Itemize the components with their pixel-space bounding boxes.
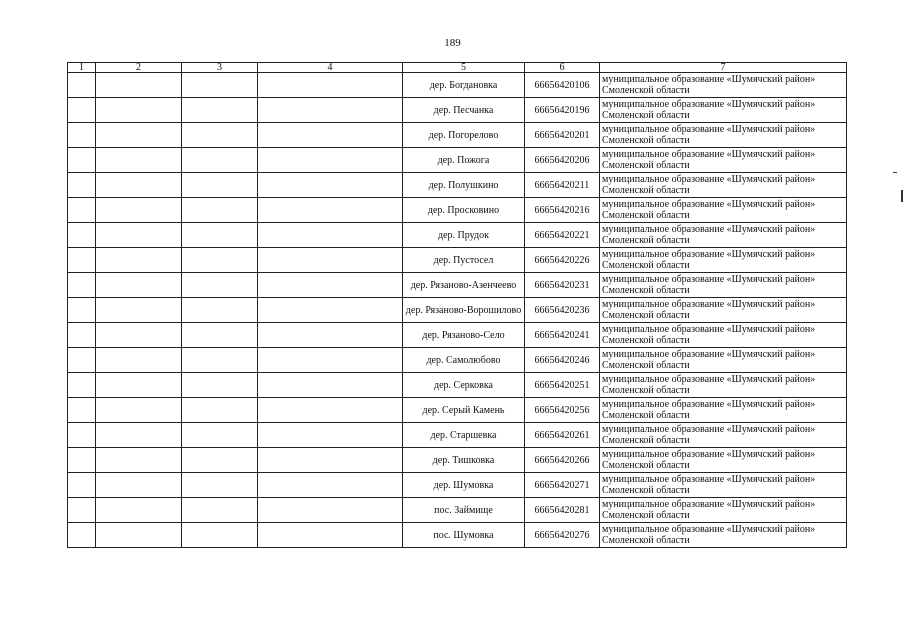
column-header: 7 bbox=[600, 63, 847, 73]
cell-col-2 bbox=[96, 98, 182, 123]
cell-col-2 bbox=[96, 373, 182, 398]
municipality-cell bbox=[600, 173, 847, 198]
oktmo-code: 66656420221 bbox=[525, 223, 600, 248]
oktmo-code: 66656420216 bbox=[525, 198, 600, 223]
table-row bbox=[68, 448, 847, 473]
scan-artifact bbox=[893, 172, 897, 173]
cell-col-3 bbox=[182, 248, 258, 273]
cell-col-4 bbox=[258, 448, 403, 473]
municipality-cell bbox=[600, 448, 847, 473]
cell-col-2 bbox=[96, 73, 182, 98]
cell-col-1 bbox=[68, 473, 96, 498]
cell-col-1 bbox=[68, 148, 96, 173]
cell-col-3 bbox=[182, 223, 258, 248]
cell-col-1 bbox=[68, 523, 96, 548]
cell-col-2 bbox=[96, 148, 182, 173]
table-row bbox=[68, 173, 847, 198]
municipality-line-2: Смоленской области bbox=[602, 185, 690, 196]
cell-col-2 bbox=[96, 323, 182, 348]
table-row bbox=[68, 398, 847, 423]
table-row bbox=[68, 373, 847, 398]
settlement-name: дер. Старшевка bbox=[403, 423, 525, 448]
municipality-line-2: Смоленской области bbox=[602, 110, 690, 121]
column-number-row bbox=[68, 63, 847, 73]
cell-col-4 bbox=[258, 148, 403, 173]
cell-col-2 bbox=[96, 248, 182, 273]
municipality-line-1: муниципальное образование «Шумячский район» bbox=[602, 474, 816, 485]
settlement-name: дер. Полушкино bbox=[403, 173, 525, 198]
settlement-name: дер. Рязаново-Село bbox=[403, 323, 525, 348]
settlement-name: дер. Самолюбово bbox=[403, 348, 525, 373]
cell-col-2 bbox=[96, 398, 182, 423]
cell-col-3 bbox=[182, 148, 258, 173]
cell-col-4 bbox=[258, 223, 403, 248]
table-row bbox=[68, 498, 847, 523]
municipality-line-1: муниципальное образование «Шумячский район» bbox=[602, 174, 816, 185]
cell-col-2 bbox=[96, 298, 182, 323]
municipality-line-1: муниципальное образование «Шумячский район» bbox=[602, 424, 816, 435]
table-row bbox=[68, 248, 847, 273]
municipality-cell bbox=[600, 148, 847, 173]
municipality-line-1: муниципальное образование «Шумячский район» bbox=[602, 149, 816, 160]
cell-col-2 bbox=[96, 273, 182, 298]
cell-col-1 bbox=[68, 423, 96, 448]
cell-col-4 bbox=[258, 198, 403, 223]
settlement-name: дер. Погорелово bbox=[403, 123, 525, 148]
municipality-cell bbox=[600, 248, 847, 273]
municipality-cell bbox=[600, 473, 847, 498]
settlement-name: дер. Песчанка bbox=[403, 98, 525, 123]
municipality-cell bbox=[600, 223, 847, 248]
cell-col-4 bbox=[258, 423, 403, 448]
table-row bbox=[68, 98, 847, 123]
cell-col-2 bbox=[96, 498, 182, 523]
settlement-name: дер. Просковино bbox=[403, 198, 525, 223]
cell-col-1 bbox=[68, 73, 96, 98]
municipality-cell bbox=[600, 523, 847, 548]
cell-col-2 bbox=[96, 523, 182, 548]
cell-col-3 bbox=[182, 523, 258, 548]
cell-col-1 bbox=[68, 123, 96, 148]
municipality-line-1: муниципальное образование «Шумячский район» bbox=[602, 74, 816, 85]
cell-col-1 bbox=[68, 373, 96, 398]
cell-col-4 bbox=[258, 348, 403, 373]
column-header: 4 bbox=[258, 63, 403, 73]
cell-col-3 bbox=[182, 398, 258, 423]
municipality-line-2: Смоленской области bbox=[602, 310, 690, 321]
table-row bbox=[68, 223, 847, 248]
municipality-cell bbox=[600, 423, 847, 448]
municipality-line-2: Смоленской области bbox=[602, 410, 690, 421]
table-row bbox=[68, 473, 847, 498]
page-number: 189 bbox=[444, 37, 461, 49]
municipality-cell bbox=[600, 98, 847, 123]
cell-col-2 bbox=[96, 123, 182, 148]
table-body bbox=[68, 73, 847, 548]
column-header: 5 bbox=[403, 63, 525, 73]
cell-col-4 bbox=[258, 523, 403, 548]
table-row bbox=[68, 148, 847, 173]
municipality-cell bbox=[600, 123, 847, 148]
cell-col-4 bbox=[258, 98, 403, 123]
oktmo-code: 66656420261 bbox=[525, 423, 600, 448]
oktmo-code: 66656420201 bbox=[525, 123, 600, 148]
municipality-line-2: Смоленской области bbox=[602, 85, 690, 96]
settlement-name: дер. Богдановка bbox=[403, 73, 525, 98]
municipality-cell bbox=[600, 73, 847, 98]
cell-col-1 bbox=[68, 173, 96, 198]
municipality-line-1: муниципальное образование «Шумячский район» bbox=[602, 374, 816, 385]
table-row bbox=[68, 323, 847, 348]
column-header: 3 bbox=[182, 63, 258, 73]
oktmo-code: 66656420226 bbox=[525, 248, 600, 273]
cell-col-4 bbox=[258, 73, 403, 98]
cell-col-2 bbox=[96, 173, 182, 198]
cell-col-3 bbox=[182, 348, 258, 373]
settlement-name: дер. Серый Камень bbox=[403, 398, 525, 423]
cell-col-3 bbox=[182, 373, 258, 398]
municipality-cell bbox=[600, 323, 847, 348]
municipality-cell bbox=[600, 348, 847, 373]
cell-col-4 bbox=[258, 298, 403, 323]
cell-col-4 bbox=[258, 273, 403, 298]
oktmo-code: 66656420211 bbox=[525, 173, 600, 198]
cell-col-3 bbox=[182, 173, 258, 198]
municipality-line-1: муниципальное образование «Шумячский район» bbox=[602, 524, 816, 535]
municipality-line-1: муниципальное образование «Шумячский район» bbox=[602, 349, 816, 360]
municipality-cell bbox=[600, 398, 847, 423]
municipality-line-2: Смоленской области bbox=[602, 510, 690, 521]
oktmo-code: 66656420206 bbox=[525, 148, 600, 173]
municipality-line-2: Смоленской области bbox=[602, 210, 690, 221]
municipality-line-1: муниципальное образование «Шумячский район» bbox=[602, 449, 816, 460]
oktmo-code: 66656420266 bbox=[525, 448, 600, 473]
oktmo-code: 66656420106 bbox=[525, 73, 600, 98]
municipality-cell bbox=[600, 273, 847, 298]
cell-col-1 bbox=[68, 273, 96, 298]
cell-col-2 bbox=[96, 448, 182, 473]
scan-artifact bbox=[901, 190, 903, 202]
column-header: 1 bbox=[68, 63, 96, 73]
oktmo-code: 66656420231 bbox=[525, 273, 600, 298]
settlements-table bbox=[67, 62, 847, 548]
municipality-line-2: Смоленской области bbox=[602, 435, 690, 446]
municipality-line-1: муниципальное образование «Шумячский район» bbox=[602, 499, 816, 510]
table-row bbox=[68, 273, 847, 298]
cell-col-4 bbox=[258, 248, 403, 273]
cell-col-2 bbox=[96, 473, 182, 498]
municipality-cell bbox=[600, 498, 847, 523]
settlement-name: дер. Прудок bbox=[403, 223, 525, 248]
cell-col-2 bbox=[96, 423, 182, 448]
settlement-name: дер. Серковка bbox=[403, 373, 525, 398]
cell-col-2 bbox=[96, 348, 182, 373]
cell-col-3 bbox=[182, 423, 258, 448]
cell-col-2 bbox=[96, 223, 182, 248]
cell-col-3 bbox=[182, 198, 258, 223]
settlement-name: пос. Займище bbox=[403, 498, 525, 523]
oktmo-code: 66656420241 bbox=[525, 323, 600, 348]
municipality-line-2: Смоленской области bbox=[602, 260, 690, 271]
settlement-name: дер. Пустосел bbox=[403, 248, 525, 273]
cell-col-1 bbox=[68, 98, 96, 123]
oktmo-code: 66656420236 bbox=[525, 298, 600, 323]
settlement-name: дер. Шумовка bbox=[403, 473, 525, 498]
table-row bbox=[68, 298, 847, 323]
cell-col-3 bbox=[182, 298, 258, 323]
cell-col-4 bbox=[258, 398, 403, 423]
cell-col-1 bbox=[68, 323, 96, 348]
cell-col-4 bbox=[258, 498, 403, 523]
municipality-line-1: муниципальное образование «Шумячский район» bbox=[602, 199, 816, 210]
cell-col-3 bbox=[182, 273, 258, 298]
oktmo-code: 66656420271 bbox=[525, 473, 600, 498]
cell-col-4 bbox=[258, 473, 403, 498]
cell-col-1 bbox=[68, 498, 96, 523]
cell-col-3 bbox=[182, 98, 258, 123]
cell-col-1 bbox=[68, 348, 96, 373]
cell-col-3 bbox=[182, 73, 258, 98]
municipality-cell bbox=[600, 373, 847, 398]
municipality-line-2: Смоленской области bbox=[602, 160, 690, 171]
municipality-line-2: Смоленской области bbox=[602, 285, 690, 296]
cell-col-3 bbox=[182, 448, 258, 473]
cell-col-4 bbox=[258, 323, 403, 348]
municipality-line-2: Смоленской области bbox=[602, 135, 690, 146]
municipality-line-1: муниципальное образование «Шумячский район» bbox=[602, 274, 816, 285]
table-row bbox=[68, 523, 847, 548]
oktmo-code: 66656420281 bbox=[525, 498, 600, 523]
municipality-line-2: Смоленской области bbox=[602, 485, 690, 496]
cell-col-3 bbox=[182, 498, 258, 523]
column-header: 6 bbox=[525, 63, 600, 73]
cell-col-4 bbox=[258, 173, 403, 198]
municipality-line-2: Смоленской области bbox=[602, 235, 690, 246]
settlement-name: пос. Шумовка bbox=[403, 523, 525, 548]
cell-col-4 bbox=[258, 373, 403, 398]
municipality-line-2: Смоленской области bbox=[602, 535, 690, 546]
cell-col-3 bbox=[182, 323, 258, 348]
municipality-line-1: муниципальное образование «Шумячский район» bbox=[602, 299, 816, 310]
oktmo-code: 66656420246 bbox=[525, 348, 600, 373]
municipality-line-1: муниципальное образование «Шумячский район» bbox=[602, 124, 816, 135]
settlement-name: дер. Тишковка bbox=[403, 448, 525, 473]
oktmo-code: 66656420196 bbox=[525, 98, 600, 123]
municipality-cell bbox=[600, 198, 847, 223]
table-row bbox=[68, 423, 847, 448]
cell-col-1 bbox=[68, 298, 96, 323]
settlement-name: дер. Пожога bbox=[403, 148, 525, 173]
cell-col-1 bbox=[68, 198, 96, 223]
cell-col-3 bbox=[182, 473, 258, 498]
municipality-cell bbox=[600, 298, 847, 323]
cell-col-2 bbox=[96, 198, 182, 223]
cell-col-1 bbox=[68, 448, 96, 473]
column-header: 2 bbox=[96, 63, 182, 73]
oktmo-code: 66656420251 bbox=[525, 373, 600, 398]
municipality-line-1: муниципальное образование «Шумячский район» bbox=[602, 324, 816, 335]
cell-col-1 bbox=[68, 398, 96, 423]
municipality-line-2: Смоленской области bbox=[602, 460, 690, 471]
municipality-line-2: Смоленской области bbox=[602, 335, 690, 346]
cell-col-1 bbox=[68, 248, 96, 273]
municipality-line-2: Смоленской области bbox=[602, 385, 690, 396]
municipality-line-1: муниципальное образование «Шумячский район» bbox=[602, 99, 816, 110]
municipality-line-1: муниципальное образование «Шумячский район» bbox=[602, 249, 816, 260]
table-row bbox=[68, 123, 847, 148]
settlement-name: дер. Рязаново-Ворошилово bbox=[403, 298, 525, 323]
settlement-name: дер. Рязаново-Азенчеево bbox=[403, 273, 525, 298]
table-row bbox=[68, 348, 847, 373]
oktmo-code: 66656420276 bbox=[525, 523, 600, 548]
table-row bbox=[68, 73, 847, 98]
municipality-line-2: Смоленской области bbox=[602, 360, 690, 371]
cell-col-3 bbox=[182, 123, 258, 148]
table-row bbox=[68, 198, 847, 223]
cell-col-1 bbox=[68, 223, 96, 248]
municipality-line-1: муниципальное образование «Шумячский район» bbox=[602, 224, 816, 235]
municipality-line-1: муниципальное образование «Шумячский район» bbox=[602, 399, 816, 410]
oktmo-code: 66656420256 bbox=[525, 398, 600, 423]
cell-col-4 bbox=[258, 123, 403, 148]
